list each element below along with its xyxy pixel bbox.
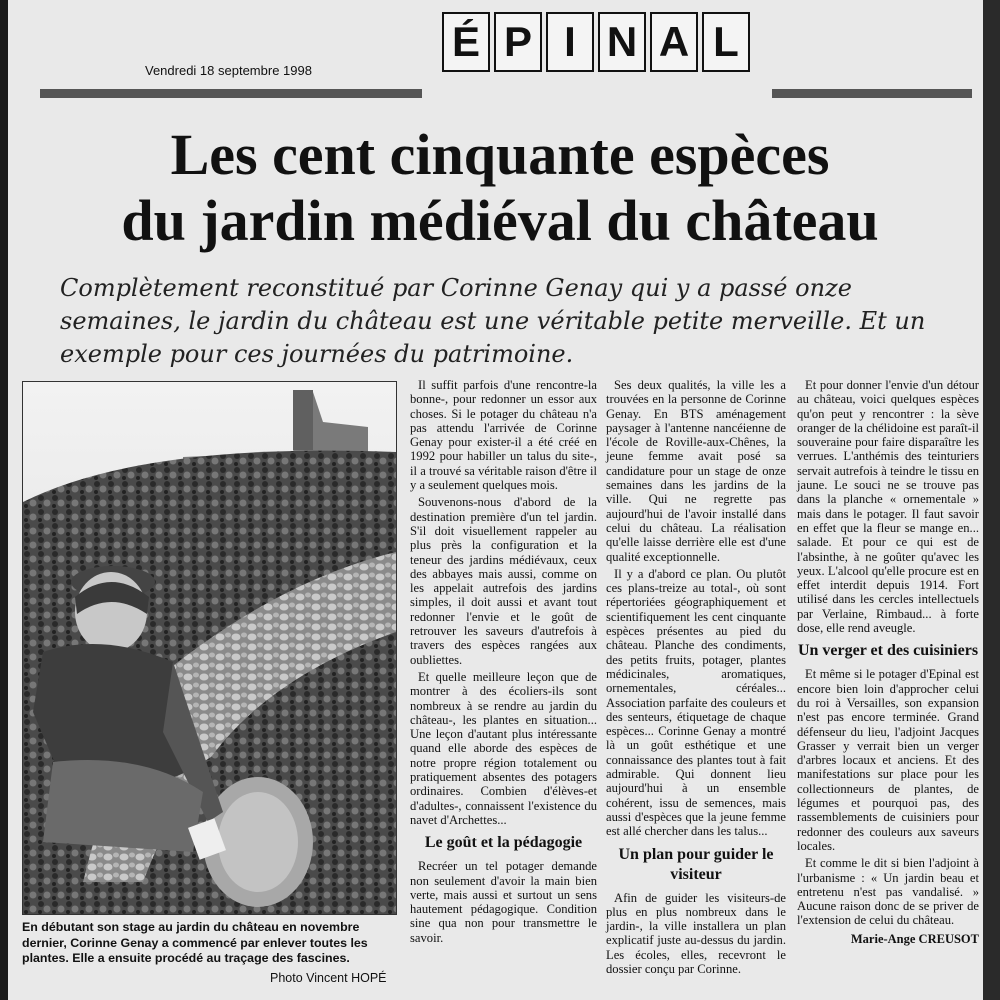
photo-credit: Photo Vincent HOPÉ bbox=[270, 971, 387, 985]
paragraph: Il y a d'abord ce plan. Ou plutôt ces plans-treize au total-, où sont répertoriées géographiquement et scientifiquement les cent cinquante espèces présentes au pied du château. Planche des condiments, des petits fruits, potager, plantes médicinales, aromatiques, ornementales, céréales... Association parfaite des couleurs et des senteurs, étiquetage de chaque espèces... Corinne Genay a montré là un goût esthétique et une connaissance des plantes tout à fait admirable. Qui donnent lieu aujourd'hui à un ensemble cohérent, issu de semences, mais aussi d'espèces que la jeune femme est allé chercher dans les talus... bbox=[606, 566, 786, 839]
garden-photo-illustration bbox=[23, 382, 396, 914]
subheading: Le goût et la pédagogie bbox=[424, 834, 583, 852]
subheading: Un plan pour guider le visiteur bbox=[618, 845, 774, 883]
paragraph: Et même si le potager d'Epinal est encore bien loin d'approcher celui du roi à Versailles, son expansion n'est pas encore terminée. Grand défenseur du lieu, l'adjoint Jacques Grasser y verrait bien un verger d'arbres locaux et anciens. Et des manifestations sur place pour les collectionneurs de plantes, de légumes et pourquoi pas, des rassemblements de cuisiniers pour redonner des couleurs aux saveurs locales. bbox=[797, 667, 979, 853]
article-column-3 bbox=[797, 378, 979, 946]
paragraph: Et quelle meilleure leçon que de montrer à des écoliers-ils sont nombreux à se rendre au jardin du château-, les plantes en situation... Une leçon d'autant plus intéressante quand elle aborde des espèces de notre propre région totalement ou pratiquement absentes des potagers ordinaires. Combien d'élèves-et d'adultes-, connaissent l'existence du navet d'Archettes... bbox=[410, 669, 597, 827]
masthead-letter: P bbox=[494, 12, 542, 72]
subheading: Un verger et des cuisiniers bbox=[797, 642, 979, 660]
photo-caption: En débutant son stage au jardin du château en novembre dernier, Corinne Genay a commencé par enlever toutes les plantes. Elle a ensuite procédé au traçage des fascines. bbox=[22, 920, 368, 965]
headline-line-1: Les cent cinquante espèces bbox=[170, 122, 830, 187]
article-column-2 bbox=[606, 378, 786, 979]
garden-photo bbox=[22, 381, 397, 915]
masthead-letter: I bbox=[546, 12, 594, 72]
paragraph: Et comme le dit si bien l'adjoint à l'urbanisme : « Un jardin beau et entretenu n'est pas vandalisé. » Aucune raison donc de se priver de l'extension de celui du château. bbox=[797, 856, 979, 928]
masthead-epinal bbox=[442, 12, 750, 72]
masthead-letter: N bbox=[598, 12, 646, 72]
header-rule-right bbox=[772, 89, 972, 98]
paragraph: Recréer un tel potager demande non seulement d'avoir la main bien verte, mais aussi et surtout un sens hautement pédagogique. Condition sine qua non pour transmettre le savoir. bbox=[410, 859, 597, 945]
headline bbox=[20, 122, 980, 254]
masthead-letter: L bbox=[702, 12, 750, 72]
paragraph: Il suffit parfois d'une rencontre-la bonne-, pour redonner un essor aux choses. Si le potager du château n'a pas attendu l'arrivée de Corinne Genay pour exister-il a été créé en 1992 pour habiller un talus du site-, il a trouvé sa véritable raison d'être il y a seulement quelques mois. bbox=[410, 378, 597, 493]
paragraph: Ses deux qualités, la ville les a trouvées en la personne de Corinne Genay. En BTS aménagement paysager à l'antenne nancéienne de l'école de Roville-aux-Chênes, la jeune femme avait posé sa candidature pour un stage de onze semaines dans les jardins de la ville. Qui ne regrette pas aujourd'hui de l'avoir installé dans celui du château. La réalisation qu'elle laisse derrière elle est d'une qualité exceptionnelle. bbox=[606, 378, 786, 564]
headline-line-2: du jardin médiéval du château bbox=[121, 188, 879, 253]
masthead-letter: É bbox=[442, 12, 490, 72]
issue-date: Vendredi 18 septembre 1998 bbox=[145, 63, 312, 78]
paragraph: Souvenons-nous d'abord de la destination première d'un tel jardin. S'il doit visuellement rappeler au plus près la configuration et la teneur des jardins médiévaux, ceux des abbayes mais aussi, comme on les appelait autrefois des jardins simples, il doit aussi et avant tout redonner l'envie et le goût de retrouver les saveurs d'autrefois à travers des espèces rangées aux oubliettes. bbox=[410, 495, 597, 667]
paragraph: Afin de guider les visiteurs-de plus en plus nombreux dans le jardin-, la ville installera un plan explicatif juste au-dessus du jardin. Les écoles, elles, recevront le dossier conçu par Corinne. bbox=[606, 890, 786, 976]
standfirst: Complètement reconstitué par Corinne Genay qui y a passé onze semaines, le jardin du château est une véritable petite merveille. Et un exemple pour ces journées du patrimoine. bbox=[60, 274, 926, 368]
paragraph: Et pour donner l'envie d'un détour au château, voici quelques espèces qu'on peut y rencontrer : la sève oranger de la chélidoine est paraît-il souveraine pour faire disparaître les verrues. L'anthémis des teinturiers servait autrefois à teindre le tissu en jaune. Le souci ne se trouve pas dans la planche « ornementale » mais dans le potager. Il faut savoir en effet que la fleur se mange en... salade. Et pour ce qui est de l'absinthe, à ne goûter qu'avec les yeux. L'alcool qu'elle procure est en effet interdit depuis 1914. Fort utilisé dans les cercles intellectuels par Verlaine, Rimbaud... à forte dose, elle rend aveugle. bbox=[797, 378, 979, 636]
page-edge-shadow bbox=[983, 0, 1000, 1000]
masthead-letter: A bbox=[650, 12, 698, 72]
header-rule-left bbox=[40, 89, 422, 98]
author-signature: Marie-Ange CREUSOT bbox=[850, 931, 979, 946]
article-column-1 bbox=[410, 378, 597, 948]
